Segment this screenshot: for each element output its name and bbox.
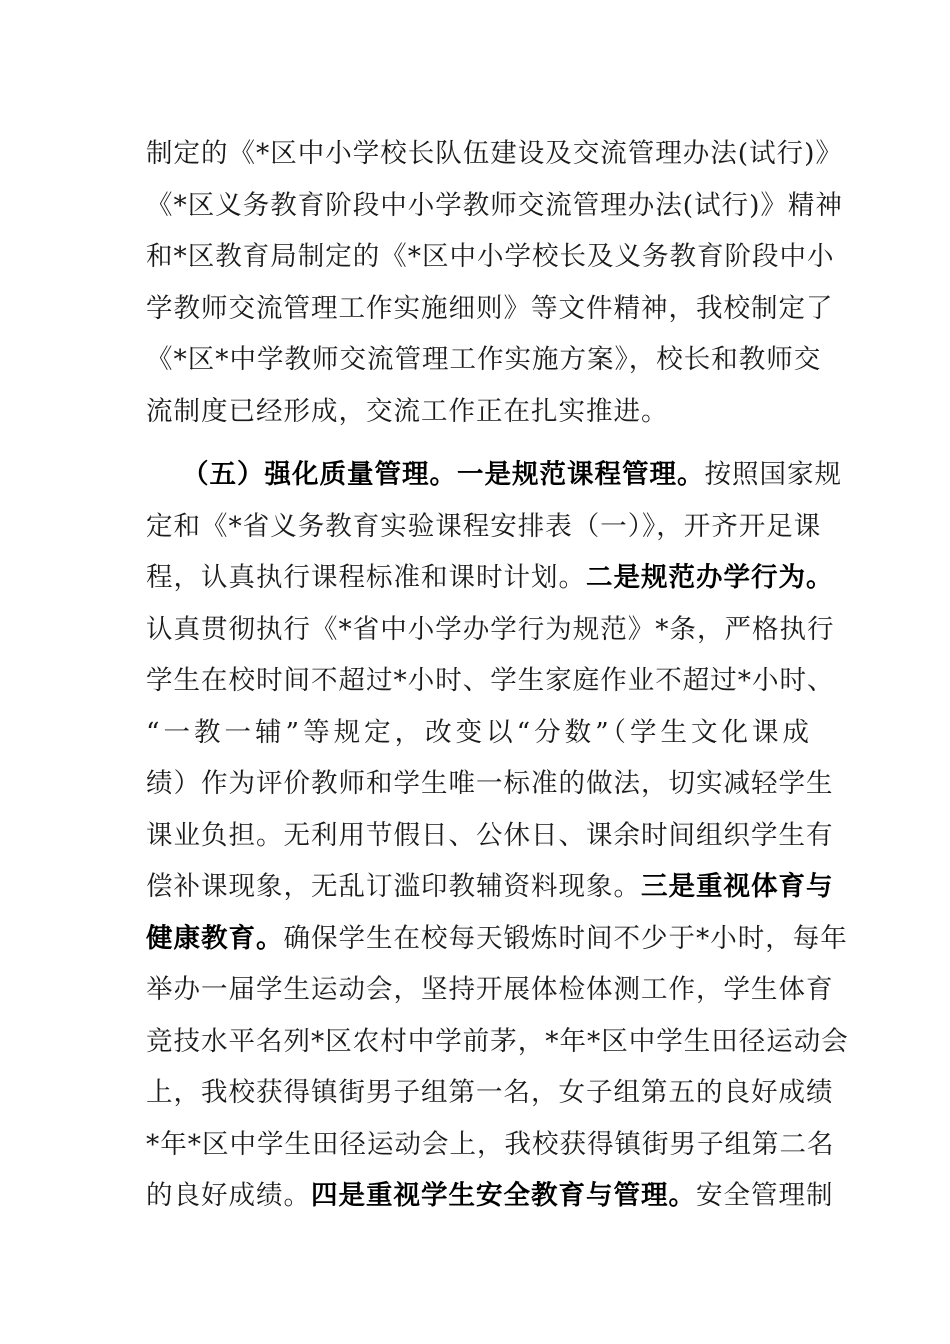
text-line: 认真贯彻执行《*省中小学办学行为规范》*条，严格执行 <box>146 613 835 645</box>
text-line: 学教师交流管理工作实施细则》等文件精神，我校制定了 <box>146 292 834 324</box>
text-run: 偿补课现象，无乱订滥印教辅资料现象。 <box>146 871 641 902</box>
text-line: 上，我校获得镇街男子组第一名，女子组第五的良好成绩 <box>146 1077 834 1108</box>
paragraph-teacher-exchange <box>146 128 843 437</box>
text-run: 程，认真执行课程标准和课时计划。 <box>146 562 586 593</box>
paragraph-spacer <box>146 437 810 449</box>
text-run: 的良好成绩。 <box>146 1180 311 1211</box>
subheading: 三是重视体育与 <box>641 871 834 902</box>
text-line: 和*区教育局制定的《*区中小学校长及义务教育阶段中小 <box>146 241 835 272</box>
text-line <box>146 913 848 965</box>
text-line <box>146 861 834 913</box>
text-line: “一教一辅”等规定，改变以“分数”（学生文化课成 <box>146 716 810 748</box>
document-body <box>146 128 849 1222</box>
text-line <box>146 552 834 604</box>
text-run: 按照国家规 <box>704 459 842 490</box>
text-line: 学生在校时间不超过*小时、学生家庭作业不超过*小时、 <box>146 665 835 696</box>
text-line: 《*区*中学教师交流管理工作实施方案》，校长和教师交 <box>146 344 822 375</box>
text-line: 举办一届学生运动会，坚持开展体检体测工作，学生体育 <box>146 974 834 1005</box>
text-line: 《*区义务教育阶段中小学教师交流管理办法(试行)》精神 <box>146 189 843 221</box>
text-line: 绩）作为评价教师和学生唯一标准的做法，切实减轻学生 <box>146 768 834 799</box>
subheading: 二是规范办学行为。 <box>586 562 834 593</box>
text-line: 定和《*省义务教育实验课程安排表（一）》，开齐开足课 <box>146 510 822 542</box>
text-line: 制定的《*区中小学校长队伍建设及交流管理办法(试行)》 <box>146 138 843 169</box>
subheading: 四是重视学生安全教育与管理。 <box>311 1180 696 1211</box>
text-line: 竞技水平名列*区农村中学前茅，*年*区中学生田径运动会 <box>146 1025 849 1057</box>
text-run: 确保学生在校每天锻炼时间不少于*小时，每年 <box>283 922 848 954</box>
text-line <box>146 1170 834 1222</box>
paragraph-quality-management <box>146 449 849 1222</box>
text-run: 安全管理制 <box>696 1180 834 1211</box>
section-heading: （五）强化质量管理。一是规范课程管理。 <box>182 459 705 490</box>
text-line: 流制度已经形成，交流工作正在扎实推进。 <box>146 395 669 427</box>
subheading: 健康教育。 <box>146 922 284 954</box>
text-line <box>146 449 842 501</box>
text-line: 课业负担。无利用节假日、公休日、课余时间组织学生有 <box>146 819 834 851</box>
text-line: *年*区中学生田径运动会上，我校获得镇街男子组第二名 <box>146 1128 835 1160</box>
